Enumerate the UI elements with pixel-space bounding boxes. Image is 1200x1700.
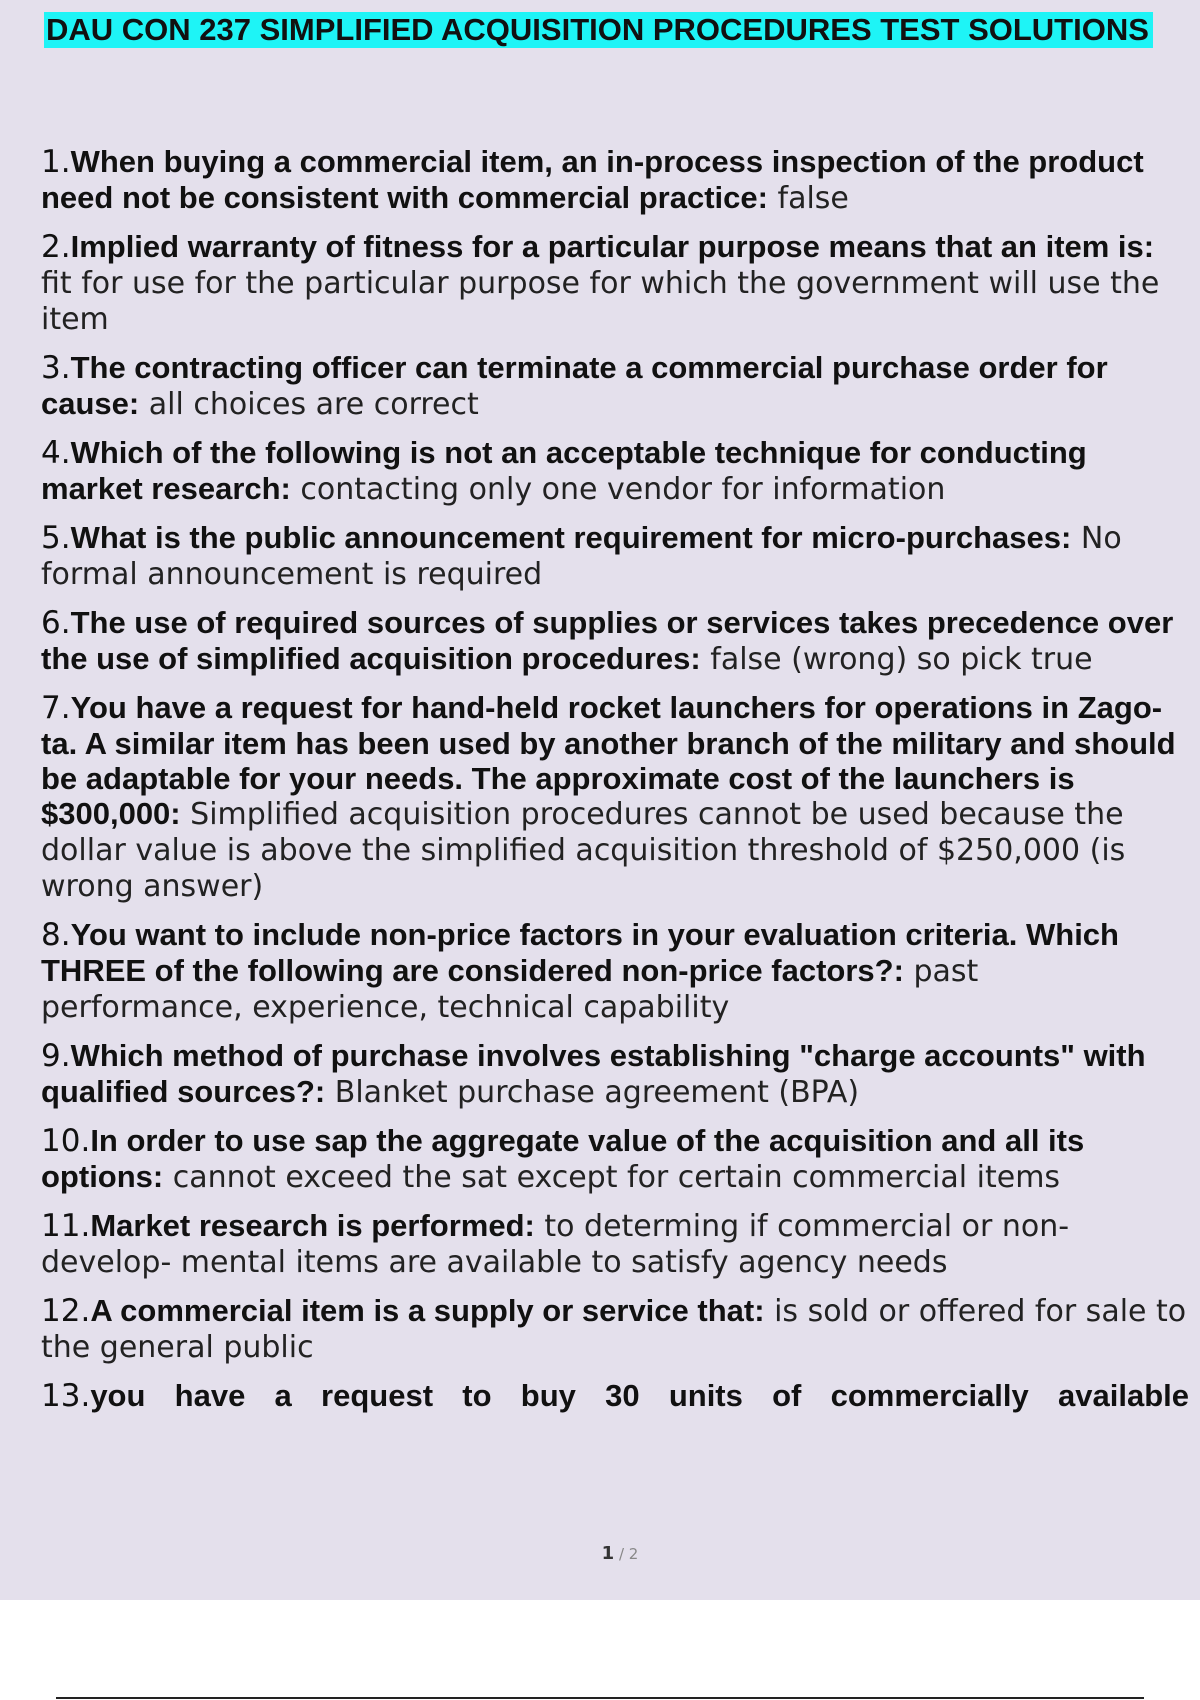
question-number: 8. (41, 917, 71, 953)
question-text: Which method of purchase involves establishing "charge accounts" with qualified sources?: (41, 1038, 1146, 1109)
page-separator: / (614, 1545, 629, 1563)
question-number: 10. (41, 1123, 91, 1159)
question-item-5 (41, 520, 1189, 592)
question-item-7 (41, 690, 1189, 904)
question-text: In order to use sap the aggregate value of the acquisition and all its options: (41, 1123, 1085, 1194)
question-text: you have a request to buy 30 units of commercially available (90, 1378, 1189, 1413)
question-text: Market research is performed: (90, 1208, 535, 1243)
question-item-11 (41, 1208, 1189, 1280)
question-item-12 (41, 1293, 1189, 1365)
answer-text: No formal announcement is required (41, 521, 1122, 592)
question-text: When buying a commercial item, an in-process inspection of the product need not be consistent with commercial practice: (41, 144, 1144, 215)
question-item-1 (41, 144, 1189, 216)
answer-text: false (767, 181, 849, 216)
question-number: 5. (41, 520, 71, 556)
answer-text: past performance, experience, technical capability (41, 954, 979, 1025)
question-number: 13. (41, 1378, 91, 1414)
answer-text: to determing if commercial or non-develop- mental items are available to satisfy agency needs (41, 1209, 1070, 1280)
answer-text: is sold or offered for sale to the general public (41, 1294, 1187, 1365)
question-text: You want to include non-price factors in your evaluation criteria. Which THREE of the following are considered non-price factors?: (41, 917, 1119, 988)
question-number: 4. (41, 435, 71, 471)
question-item-10 (41, 1123, 1189, 1195)
answer-text: contacting only one vendor for information (290, 472, 946, 507)
question-item-13 (41, 1378, 1189, 1414)
question-number: 7. (41, 690, 71, 726)
bottom-divider (56, 1697, 1144, 1699)
question-number: 3. (41, 350, 71, 386)
answer-text: cannot exceed the sat except for certain commercial items (163, 1160, 1061, 1195)
question-number: 11. (41, 1208, 91, 1244)
question-item-6 (41, 605, 1189, 677)
question-text: The contracting officer can terminate a commercial purchase order for cause: (41, 350, 1108, 421)
question-text: The use of required sources of supplies or services takes precedence over the use of simplified acquisition procedures: (41, 605, 1174, 676)
answer-text: Blanket purchase agreement (BPA) (325, 1075, 860, 1110)
answer-text: fit for use for the particular purpose for which the government will use the item (41, 266, 1160, 337)
question-item-3 (41, 350, 1189, 422)
answer-text: Simplified acquisition procedures cannot be used because the dollar value is above the simplified acquisition threshold of $250,000 (is wrong answer) (41, 797, 1126, 904)
page-indicator (0, 1543, 1200, 1564)
question-text: You have a request for hand-held rocket launchers for operations in Zago- ta. A similar item has been used by another branch of the military and should be adaptable for your needs. The approximate cost of the launchers is $300,000: (41, 690, 1176, 831)
question-text: Implied warranty of fitness for a particular purpose means that an item is: (70, 229, 1155, 264)
question-number: 1. (41, 144, 71, 180)
question-number: 9. (41, 1038, 71, 1074)
question-text: Which of the following is not an acceptable technique for conducting market research: (41, 435, 1087, 506)
answer-text: all choices are correct (139, 387, 479, 422)
answer-text: false (wrong) so pick true (700, 642, 1093, 677)
question-number: 6. (41, 605, 71, 641)
total-pages: 2 (628, 1545, 639, 1563)
question-text: What is the public announcement requirement for micro-purchases: (70, 520, 1072, 555)
question-item-2 (41, 229, 1189, 337)
question-list (41, 144, 1189, 1427)
question-number: 12. (41, 1293, 91, 1329)
current-page: 1 (601, 1543, 615, 1564)
question-item-8 (41, 917, 1189, 1025)
document-title: DAU CON 237 SIMPLIFIED ACQUISITION PROCEDURES TEST SOLUTIONS (44, 12, 1153, 48)
question-text: A commercial item is a supply or service that: (90, 1293, 765, 1328)
question-number: 2. (41, 229, 71, 265)
question-item-9 (41, 1038, 1189, 1110)
question-item-4 (41, 435, 1189, 507)
